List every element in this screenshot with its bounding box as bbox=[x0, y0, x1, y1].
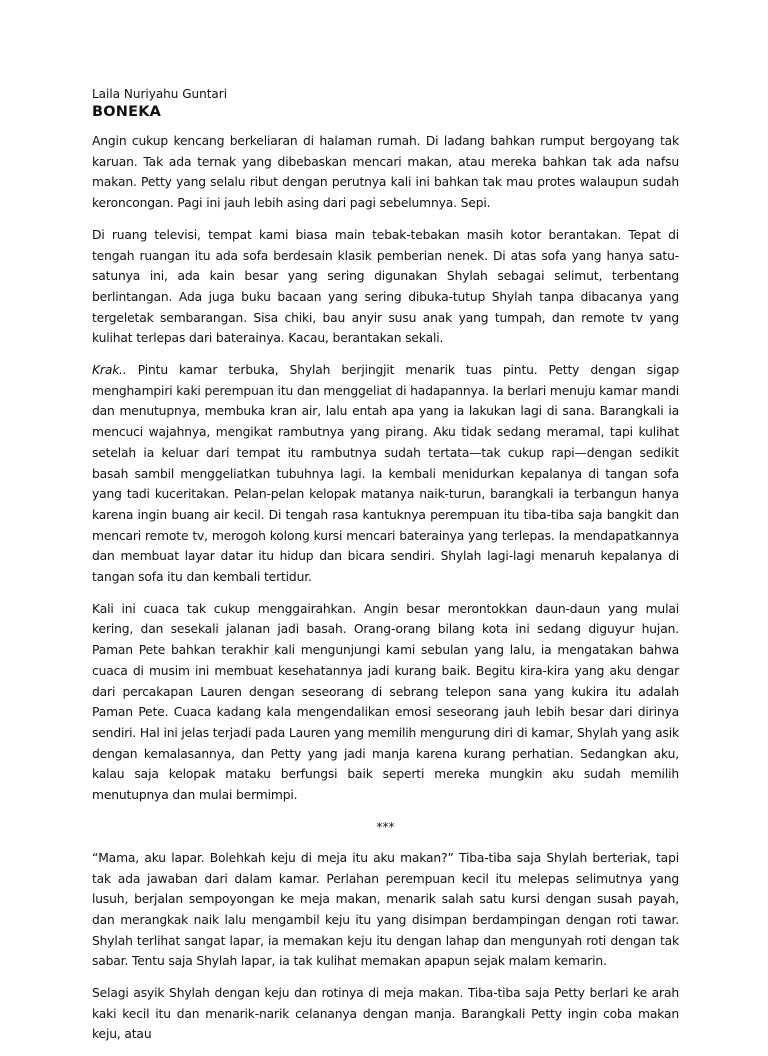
story-title: BONEKA bbox=[92, 104, 162, 120]
document-page bbox=[92, 86, 679, 1056]
onomatopoeia-lead: Krak.. bbox=[92, 363, 127, 378]
paragraph-1: Angin cukup kencang berkeliaran di halaman rumah. Di ladang bahkan rumput bergoyang tak karuan. Tak ada ternak yang dibebaskan mencari makan, atau mereka bahkan tak ada nafsu makan. Petty yang selalu ribut dengan perutnya kali ini bahkan tak mau protes walaupun sudah keroncongan. Pagi ini jauh lebih asing dari pagi sebelumnya. Sepi. bbox=[92, 134, 679, 211]
paragraph-3-body: Pintu kamar terbuka, Shylah berjingjit menarik tuas pintu. Petty dengan sigap menghampiri kaki perempuan itu dan menggeliat di hadapannya. Ia berlari menuju kamar mandi dan menutupnya, membuka kran air, lalu entah apa yang ia lakukan lagi di sana. Barangkali ia mencuci wajahnya, mengikat rambutnya yang pirang. Aku tidak sedang meramal, tapi kulihat setelah ia keluar dari tempat itu rambutnya sudah tertata—tak cukup rapi—dengan sedikit basah sambil menggeliatkan tubuhnya lagi. Ia kembali menidurkan kepalanya di tangan sofa yang tadi kuceritakan. Pelan-pelan kelopak matanya naik-turun, barangkali ia terbangun hanya karena ingin buang air kecil. Di tengah rasa kantuknya perempuan itu tiba-tiba saja bangkit dan mencari remote tv, merogoh kolong kursi mencari baterainya yang terlepas. Ia mendapatkannya dan membuat layar datar itu hidup dan bicara sendiri. Shylah lagi-lagi menaruh kepalanya di tangan sofa itu dan kembali tertidur. bbox=[92, 363, 679, 585]
section-separator: *** bbox=[376, 819, 395, 834]
author-name: Laila Nuriyahu Guntari bbox=[92, 87, 228, 101]
paragraph-6: Selagi asyik Shylah dengan keju dan rotinya di meja makan. Tiba-tiba saja Petty berlari ke arah kaki kecil itu dan menarik-narik celananya dengan manja. Barangkali Petty ingin coba makan keju, atau bbox=[92, 986, 679, 1042]
paragraph-2: Di ruang televisi, tempat kami biasa main tebak-tebakan masih kotor berantakan. Tepat di tengah ruangan itu ada sofa berdesain klasik pemberian nenek. Di atas sofa yang hanya satu-satunya ini, ada kain besar yang sering digunakan Shylah sebagai selimut, terbentang berlintangan. Ada juga buku bacaan yang sering dibuka-tutup Shylah tanpa dibacanya yang tergeletak sembarangan. Sisa chiki, bau anyir susu anak yang tumpah, dan remote tv yang kulihat terlepas dari baterainya. Kacau, berantakan sekali. bbox=[92, 227, 679, 346]
paragraph-5: “Mama, aku lapar. Bolehkah keju di meja itu aku makan?” Tiba-tiba saja Shylah berteriak, tapi tak ada jawaban dari dalam kamar. Perlahan perempuan kecil itu melepas selimutnya yang lusuh, berjalan sempoyongan ke meja makan, menarik salah satu kursi dengan susah payah, dan merangkak naik lalu mengambil keju itu yang disimpan berdampingan dengan roti tawar. Shylah terlihat sangat lapar, ia memakan keju itu dengan lahap dan mengunyah roti dengan tak sabar. Tentu saja Shylah lapar, ia tak kulihat memakan apapun sejak malam kemarin. bbox=[92, 850, 679, 969]
paragraph-4: Kali ini cuaca tak cukup menggairahkan. Angin besar merontokkan daun-daun yang mulai kering, dan sesekali jalanan jadi basah. Orang-orang bilang kota ini sedang diguyur hujan. Paman Pete bahkan terakhir kali mengunjungi kami sebulan yang lalu, ia mengatakan bahwa cuaca di musim ini membuat kesehatannya jadi kurang baik. Begitu kira-kira yang aku dengar dari percakapan Lauren dengan seseorang di sebrang telepon sana yang kukira itu adalah Paman Pete. Cuaca kadang kala mengendalikan emosi seseorang jauh lebih besar dari dirinya sendiri. Hal ini jelas terjadi pada Lauren yang memilih mengurung diri di kamar, Shylah yang asik dengan kemalasannya, dan Petty yang jadi manja karena kurang perhatian. Sedangkan aku, kalau saja kelopak mataku berfungsi baik seperti mereka mungkin aku sudah memilih menutupnya dan mulai bermimpi. bbox=[92, 601, 679, 803]
paragraph-3 bbox=[92, 360, 679, 588]
